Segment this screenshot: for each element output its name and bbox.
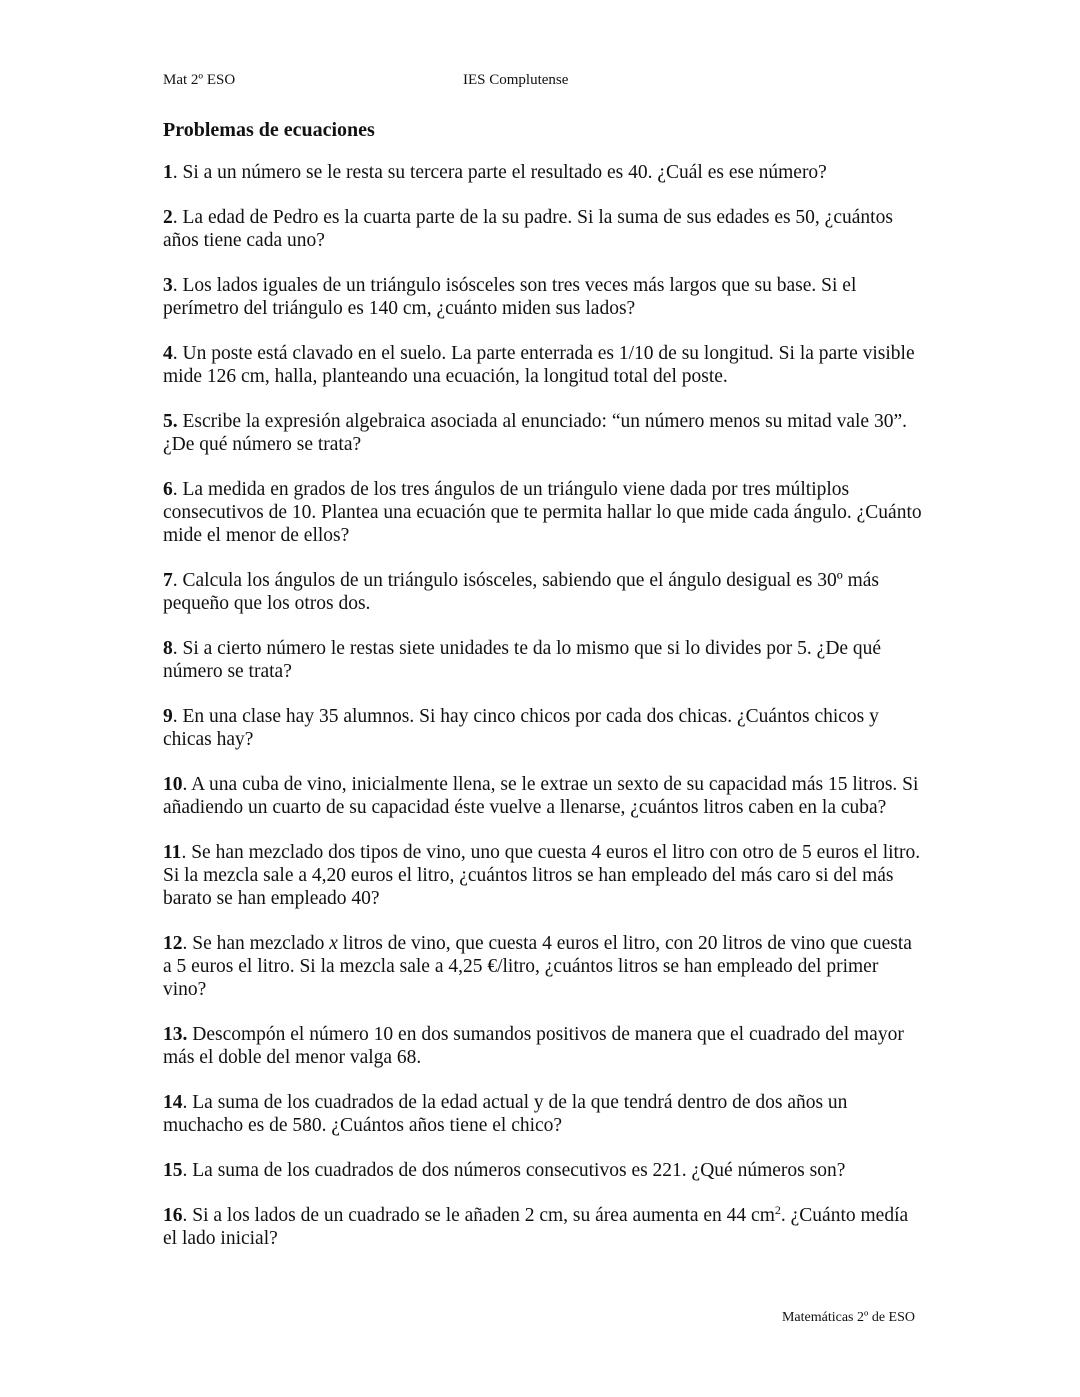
- problem-item: [163, 274, 923, 320]
- problem-item: [163, 161, 923, 184]
- problem-number-separator: .: [172, 706, 178, 727]
- problem-number: 11: [163, 842, 182, 863]
- problem-item: [163, 342, 923, 388]
- problem-item: [163, 705, 923, 751]
- problem-text: Los lados iguales de un triángulo isósceles son tres veces más largos que su base. Si el perímetro del triángulo es 140 cm, ¿cuánto miden sus lados?: [163, 275, 857, 319]
- problem-list: [163, 161, 923, 1272]
- problem-number: 2: [163, 207, 173, 228]
- problem-number: 15: [163, 1160, 183, 1181]
- header-course: Mat 2º ESO: [163, 72, 236, 88]
- page-title: Problemas de ecuaciones: [163, 119, 375, 141]
- problem-item: [163, 1159, 923, 1182]
- problem-number-separator: .: [172, 570, 178, 591]
- problem-text: La medida en grados de los tres ángulos de un triángulo viene dada por tres múltiplos consecutivos de 10. Plantea una ecuación que te permita hallar lo que mide cada ángulo. ¿Cuánto mide el menor de ellos?: [163, 479, 922, 546]
- problem-number: 8: [163, 638, 173, 659]
- problem-number: 14: [163, 1092, 183, 1113]
- problem-text: La suma de los cuadrados de dos números consecutivos es 221. ¿Qué números son?: [187, 1160, 846, 1181]
- problem-text: A una cuba de vino, inicialmente llena, se le extrae un sexto de su capacidad más 15 litros. Si añadiendo un cuarto de su capacidad éste vuelve a llenarse, ¿cuántos litros caben en la cuba?: [163, 774, 919, 818]
- problem-number: 3: [163, 275, 173, 296]
- problem-number: 6: [163, 479, 173, 500]
- problem-number-separator: .: [182, 774, 188, 795]
- problem-number: 12: [163, 933, 183, 954]
- problem-number-separator: .: [172, 479, 178, 500]
- problem-item: [163, 1204, 923, 1250]
- problem-item: [163, 1091, 923, 1137]
- problem-item: [163, 932, 923, 1001]
- problem-item: [163, 637, 923, 683]
- problem-number: 10: [163, 774, 183, 795]
- problem-text: En una clase hay 35 alumnos. Si hay cinco chicos por cada dos chicas. ¿Cuántos chicos y chicas hay?: [163, 706, 879, 750]
- superscript-exponent: 2: [774, 1203, 781, 1217]
- problem-item: [163, 841, 923, 910]
- problem-number-separator: .: [172, 207, 178, 228]
- problem-item: [163, 1023, 923, 1069]
- problem-number-separator: .: [172, 343, 178, 364]
- problem-text: Descompón el número 10 en dos sumandos positivos de manera que el cuadrado del mayor más el doble del menor valga 68.: [163, 1024, 904, 1068]
- problem-text: La edad de Pedro es la cuarta parte de la su padre. Si la suma de sus edades es 50, ¿cuántos años tiene cada uno?: [163, 207, 893, 251]
- problem-number: 16: [163, 1205, 183, 1226]
- problem-item: [163, 569, 923, 615]
- problem-text: Se han mezclado: [187, 933, 330, 954]
- problem-text: Un poste está clavado en el suelo. La parte enterrada es 1/10 de su longitud. Si la parte visible mide 126 cm, halla, planteando una ecuación, la longitud total del poste.: [163, 343, 915, 387]
- problem-text: Se han mezclado dos tipos de vino, uno que cuesta 4 euros el litro con otro de 5 euros el litro. Si la mezcla sale a 4,20 euros el litro, ¿cuántos litros se han empleado del más caro si del más barato se han empleado 40?: [163, 842, 921, 909]
- page-footer: Matemáticas 2º de ESO: [781, 1310, 915, 1325]
- problem-number: 4: [163, 343, 173, 364]
- problem-number-separator: .: [182, 933, 188, 954]
- problem-number-separator: .: [182, 1205, 188, 1226]
- problem-item: [163, 206, 923, 252]
- problem-item: [163, 773, 923, 819]
- problem-number: 7: [163, 570, 173, 591]
- problem-number-separator: .: [172, 638, 178, 659]
- problem-number-separator: .: [172, 162, 178, 183]
- problem-number-separator: .: [172, 275, 178, 296]
- problem-number: 5.: [163, 411, 178, 432]
- problem-number-separator: .: [181, 842, 187, 863]
- problem-text: . ¿Cuánto medía el lado inicial?: [163, 1205, 909, 1249]
- problem-text: Si a un número se le resta su tercera parte el resultado es 40. ¿Cuál es ese número?: [177, 162, 827, 183]
- problem-text: Si a cierto número le restas siete unidades te da lo mismo que si lo divides por 5. ¿De qué número se trata?: [163, 638, 882, 682]
- problem-text: litros de vino, que cuesta 4 euros el litro, con 20 litros de vino que cuesta a 5 euros el litro. Si la mezcla sale a 4,25 €/litro, ¿cuántos litros se han empleado del primer vino?: [163, 933, 912, 1000]
- problem-text: Si a los lados de un cuadrado se le añaden 2 cm, su área aumenta en 44 cm: [187, 1205, 775, 1226]
- problem-text: Calcula los ángulos de un triángulo isósceles, sabiendo que el ángulo desigual es 30º más pequeño que los otros dos.: [163, 570, 880, 614]
- problem-item: [163, 410, 923, 456]
- problem-number: 13.: [163, 1024, 188, 1045]
- problem-number-separator: .: [182, 1092, 188, 1113]
- problem-text: Escribe la expresión algebraica asociada al enunciado: “un número menos su mitad vale 30”. ¿De qué número se trata?: [163, 411, 907, 455]
- problem-text: La suma de los cuadrados de la edad actual y de la que tendrá dentro de dos años un muchacho es de 580. ¿Cuántos años tiene el chico?: [163, 1092, 848, 1136]
- problem-number: 9: [163, 706, 173, 727]
- problem-number-separator: .: [182, 1160, 188, 1181]
- problem-number: 1: [163, 162, 173, 183]
- header-school: IES Complutense: [463, 72, 569, 88]
- problem-item: [163, 478, 923, 547]
- problem-variable: x: [329, 933, 338, 954]
